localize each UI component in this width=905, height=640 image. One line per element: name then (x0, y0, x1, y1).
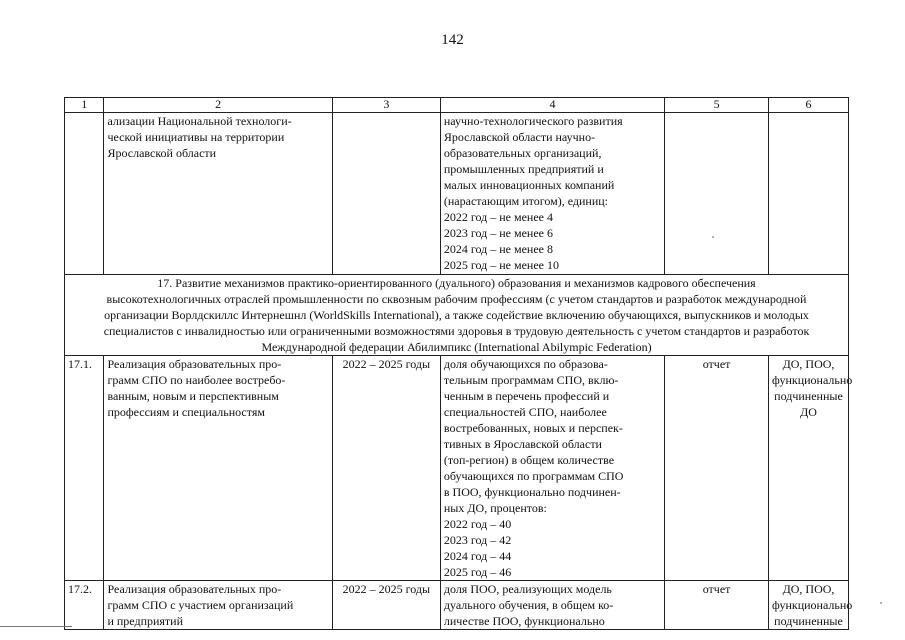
table-row-continuation (65, 113, 849, 275)
text-line: личестве ПОО, функционально (443, 614, 605, 628)
section-line: 17. Развитие механизмов практико-ориентированного (дуального) образования и механизмов кадрового обеспечения (157, 276, 756, 290)
section-line: Международной федерации Абилимпикс (International Abilympic Federation) (261, 340, 652, 354)
text-line: 2023 год – 42 (443, 533, 512, 547)
text-line: тивных в Ярославской области (443, 437, 602, 451)
text-line: 2024 год – не менее 8 (443, 242, 553, 256)
text-line: специальностей СПО, наиболее (443, 405, 607, 419)
text-line: малых инновационных компаний (443, 178, 615, 192)
text-line: образовательных организаций, (443, 146, 602, 160)
text-line: ДО (800, 405, 817, 419)
row-period: 2022 – 2025 годы (332, 581, 440, 630)
text-line: 2022 год – 40 (443, 517, 512, 531)
row-report: отчет (665, 356, 769, 581)
table-header (65, 98, 849, 113)
text-line: 2022 год – не менее 4 (443, 210, 553, 224)
header-col-4: 4 (440, 98, 664, 113)
text-line: (топ-регион) в общем количестве (443, 453, 615, 467)
section-line: организации Ворлдскиллс Интернешнл (WorldSkills International), а также содействие включению обучающихся, выпускников и молодых (104, 308, 809, 322)
text-line: профессиям и специальностям (107, 405, 265, 419)
row-period: 2022 – 2025 годы (332, 356, 440, 581)
table-row-17-2 (65, 581, 849, 630)
text-line: 2023 год – не менее 6 (443, 226, 553, 240)
text-line: подчиненные (774, 614, 843, 628)
header-col-5: 5 (665, 98, 769, 113)
row-name-cell (104, 581, 332, 630)
text-line: научно-технологического развития (443, 114, 623, 128)
text-line: промышленных предприятий и (443, 162, 604, 176)
table-row-17-1 (65, 356, 849, 581)
text-line: ченным в перечень профессий и (443, 389, 610, 403)
section-row (65, 275, 849, 356)
text-line: доля обучающихся по образова- (443, 357, 608, 371)
header-col-1: 1 (65, 98, 104, 113)
text-line: (нарастающим итогом), единиц: (443, 194, 608, 208)
cont-name-cell (104, 113, 332, 275)
scan-speck (712, 236, 714, 238)
text-line: 2025 год – не менее 10 (443, 258, 559, 272)
program-table (64, 97, 853, 630)
section-line: специалистов с инвалидностью или ограниченными возможностями здоровья в трудовую деятельность с учетом стандартов и разработок (103, 324, 810, 338)
section-heading (65, 275, 849, 356)
row-indicator-cell (440, 356, 664, 581)
row-report: отчет (665, 581, 769, 630)
text-line: в ПОО, функционально подчинен- (443, 485, 621, 499)
row-name-cell (104, 356, 332, 581)
cont-report-cell (665, 113, 769, 275)
page-number: 142 (441, 32, 464, 48)
text-line: 2024 год – 44 (443, 549, 512, 563)
row-responsible-cell (768, 581, 853, 630)
header-col-2: 2 (104, 98, 332, 113)
text-line: Реализация образовательных про- (107, 582, 282, 596)
text-line: и предприятий (107, 614, 184, 628)
text-line: функционально (771, 373, 853, 387)
cont-responsible-cell (768, 113, 848, 275)
text-line: востребованных, новых и перспек- (443, 421, 623, 435)
text-line: обучающихся по программам СПО (443, 469, 624, 483)
text-line: ДО, ПОО, (782, 582, 835, 596)
text-line: Ярославской области научно- (443, 130, 596, 144)
section-line: высокотехнологичных отраслей промышленности по сквозным рабочим профессиям (с учетом стандартов и разработок международной (106, 292, 807, 306)
text-line: грамм СПО по наиболее востребо- (107, 373, 286, 387)
cont-num-cell (65, 113, 104, 275)
row-number: 17.2. (65, 581, 104, 630)
text-line: тельным программам СПО, вклю- (443, 373, 619, 387)
text-line: доля ПОО, реализующих модель (443, 582, 612, 596)
row-responsible-cell (768, 356, 853, 581)
row-number: 17.1. (65, 356, 104, 581)
scan-speck (880, 602, 882, 604)
footnote-rule (0, 626, 72, 627)
header-col-3: 3 (332, 98, 440, 113)
text-line: дуального обучения, в общем ко- (443, 598, 614, 612)
text-line: ческой инициативы на территории (107, 130, 285, 144)
text-line: Реализация образовательных про- (107, 357, 282, 371)
cont-indicator-cell (440, 113, 664, 275)
text-line: функционально (771, 598, 853, 612)
text-line: подчиненные (774, 389, 843, 403)
text-line: ванным, новым и перспективным (107, 389, 279, 403)
text-line: грамм СПО с участием организаций (107, 598, 294, 612)
text-line: ных ДО, процентов: (443, 501, 547, 515)
cont-period-cell (332, 113, 440, 275)
text-line: ализации Национальной технологи- (107, 114, 292, 128)
row-indicator-cell (440, 581, 664, 630)
text-line: ДО, ПОО, (782, 357, 835, 371)
text-line: Ярославской области (107, 146, 217, 160)
text-line: 2025 год – 46 (443, 565, 512, 579)
header-col-6: 6 (768, 98, 848, 113)
